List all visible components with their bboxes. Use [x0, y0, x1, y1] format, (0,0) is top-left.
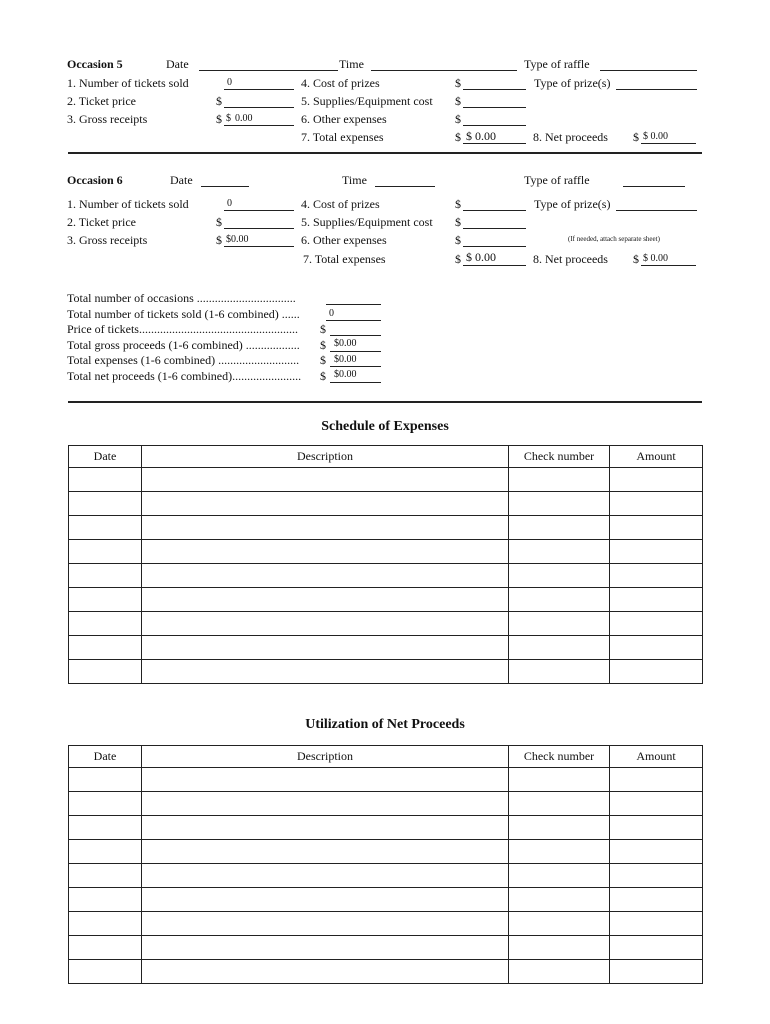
prize-type-field[interactable] [616, 210, 697, 211]
ticket-price-label: 2. Ticket price [67, 94, 136, 108]
currency-sign: $ [216, 215, 222, 229]
prize-type-label: Type of prize(s) [534, 76, 611, 90]
description-cell[interactable] [142, 492, 509, 516]
check-number-cell[interactable] [509, 468, 610, 492]
check-number-cell[interactable] [509, 960, 610, 984]
check-number-cell[interactable] [509, 816, 610, 840]
description-cell[interactable] [142, 540, 509, 564]
description-cell[interactable] [142, 468, 509, 492]
total-gross-field[interactable] [330, 351, 381, 352]
amount-cell[interactable] [610, 768, 703, 792]
raffle-type-label: Type of raffle [524, 173, 590, 187]
date-cell[interactable] [69, 612, 142, 636]
check-number-cell[interactable] [509, 912, 610, 936]
date-cell[interactable] [69, 840, 142, 864]
date-field[interactable] [199, 70, 338, 71]
currency-sign: $ [633, 130, 639, 144]
table-row [69, 912, 703, 936]
time-label: Time [342, 173, 367, 187]
description-cell[interactable] [142, 960, 509, 984]
amount-cell[interactable] [610, 792, 703, 816]
total-expenses-field[interactable] [330, 366, 381, 367]
description-cell[interactable] [142, 840, 509, 864]
date-cell[interactable] [69, 636, 142, 660]
amount-cell[interactable] [610, 588, 703, 612]
date-cell[interactable] [69, 936, 142, 960]
other-expenses-label: 6. Other expenses [301, 112, 387, 126]
gross-receipts-label: 3. Gross receipts [67, 112, 148, 126]
prizes-cost-field[interactable] [463, 89, 526, 90]
amount-cell[interactable] [610, 636, 703, 660]
occasion-5-heading: Occasion 5 [67, 57, 123, 71]
tickets-sold-value: 0 [227, 77, 232, 88]
currency-sign: $ [633, 252, 639, 266]
gross-receipts-field[interactable] [224, 246, 294, 247]
ticket-price-total-field[interactable] [330, 335, 381, 336]
date-cell[interactable] [69, 468, 142, 492]
tickets-sold-field[interactable] [224, 210, 294, 211]
check-number-cell[interactable] [509, 864, 610, 888]
currency-sign: $ [216, 94, 222, 108]
total-expenses-value: $ 0.00 [466, 250, 496, 264]
amount-cell[interactable] [610, 960, 703, 984]
total-net-label: Total net proceeds (1-6 combined)....................... [67, 369, 302, 383]
time-field[interactable] [375, 186, 435, 187]
total-expenses-label: Total expenses (1-6 combined) ........................... [67, 353, 300, 367]
total-tickets-sold-value: 0 [329, 308, 334, 319]
date-field[interactable] [201, 186, 249, 187]
ticket-price-field[interactable] [224, 228, 294, 229]
check-number-cell[interactable] [509, 792, 610, 816]
table-row [69, 564, 703, 588]
currency-sign: $ [216, 112, 222, 126]
table-header-row [69, 446, 703, 468]
currency-sign: $ [455, 76, 461, 90]
amount-cell[interactable] [610, 540, 703, 564]
currency-sign: $ [226, 113, 231, 124]
total-net-value: $0.00 [334, 369, 357, 380]
date-cell[interactable] [69, 960, 142, 984]
check-number-cell[interactable] [509, 888, 610, 912]
ticket-price-total-label: Price of tickets..................................................... [67, 322, 298, 336]
column-header-amount: Amount [610, 746, 703, 768]
date-cell[interactable] [69, 792, 142, 816]
description-cell[interactable] [142, 612, 509, 636]
supplies-field[interactable] [463, 228, 526, 229]
net-proceeds-field[interactable] [641, 265, 696, 266]
prizes-cost-label: 4. Cost of prizes [301, 197, 380, 211]
description-cell[interactable] [142, 816, 509, 840]
utilization-title: Utilization of Net Proceeds [305, 717, 465, 732]
total-gross-label: Total gross proceeds (1-6 combined) .................. [67, 338, 300, 352]
total-net-field[interactable] [330, 382, 381, 383]
gross-receipts-value: $0.00 [226, 234, 249, 245]
net-proceeds-value: $ 0.00 [643, 253, 668, 264]
table-row [69, 540, 703, 564]
total-expenses-label: 7. Total expenses [301, 130, 384, 144]
column-header-description: Description [142, 446, 509, 468]
description-cell[interactable] [142, 888, 509, 912]
prize-type-label: Type of prize(s) [534, 197, 611, 211]
table-row [69, 468, 703, 492]
net-proceeds-label: 8. Net proceeds [533, 130, 608, 144]
schedule-expenses-table [68, 445, 703, 684]
table-row [69, 792, 703, 816]
currency-sign: $ [455, 130, 461, 144]
raffle-type-field[interactable] [600, 70, 697, 71]
prizes-cost-label: 4. Cost of prizes [301, 76, 380, 90]
date-cell[interactable] [69, 768, 142, 792]
total-tickets-sold-label: Total number of tickets sold (1-6 combined) ...... [67, 307, 300, 321]
column-header-check-number: Check number [509, 446, 610, 468]
supplies-label: 5. Supplies/Equipment cost [301, 215, 433, 229]
currency-sign: $ [455, 233, 461, 247]
other-expenses-field[interactable] [463, 246, 526, 247]
total-occasions-field[interactable] [326, 304, 381, 305]
amount-cell[interactable] [610, 660, 703, 684]
check-number-cell[interactable] [509, 492, 610, 516]
schedule-expenses-title: Schedule of Expenses [321, 419, 449, 434]
amount-cell[interactable] [610, 888, 703, 912]
raffle-type-label: Type of raffle [524, 57, 590, 71]
date-cell[interactable] [69, 888, 142, 912]
table-row [69, 864, 703, 888]
amount-cell[interactable] [610, 816, 703, 840]
supplies-label: 5. Supplies/Equipment cost [301, 94, 433, 108]
date-cell[interactable] [69, 588, 142, 612]
total-expenses-value: $0.00 [334, 354, 357, 365]
description-cell[interactable] [142, 588, 509, 612]
prizes-cost-field[interactable] [463, 210, 526, 211]
currency-sign: $ [455, 94, 461, 108]
ticket-price-label: 2. Ticket price [67, 215, 136, 229]
check-number-cell[interactable] [509, 936, 610, 960]
total-occasions-label: Total number of occasions ................................. [67, 291, 296, 305]
check-number-cell[interactable] [509, 564, 610, 588]
time-field[interactable] [371, 70, 517, 71]
description-cell[interactable] [142, 636, 509, 660]
total-expenses-value: $ 0.00 [466, 129, 496, 143]
column-header-amount: Amount [610, 446, 703, 468]
description-cell[interactable] [142, 936, 509, 960]
time-label: Time [339, 57, 364, 71]
description-cell[interactable] [142, 864, 509, 888]
check-number-cell[interactable] [509, 588, 610, 612]
date-cell[interactable] [69, 492, 142, 516]
section-divider [68, 152, 702, 154]
total-gross-value: $0.00 [334, 338, 357, 349]
amount-cell[interactable] [610, 468, 703, 492]
total-expenses-label: 7. Total expenses [303, 252, 386, 266]
column-header-description: Description [142, 746, 509, 768]
ticket-price-field[interactable] [224, 107, 294, 108]
table-row [69, 888, 703, 912]
amount-cell[interactable] [610, 612, 703, 636]
description-cell[interactable] [142, 516, 509, 540]
currency-sign: $ [455, 215, 461, 229]
description-cell[interactable] [142, 564, 509, 588]
tickets-sold-field[interactable] [224, 89, 294, 90]
description-cell[interactable] [142, 660, 509, 684]
check-number-cell[interactable] [509, 516, 610, 540]
occasion-6-heading: Occasion 6 [67, 173, 123, 187]
section-divider [68, 401, 702, 403]
date-cell[interactable] [69, 540, 142, 564]
table-row [69, 636, 703, 660]
raffle-type-field[interactable] [623, 186, 685, 187]
date-label: Date [166, 57, 189, 71]
amount-cell[interactable] [610, 516, 703, 540]
table-header-row [69, 746, 703, 768]
gross-receipts-label: 3. Gross receipts [67, 233, 148, 247]
gross-receipts-field[interactable] [224, 125, 294, 126]
table-row [69, 840, 703, 864]
total-tickets-sold-field[interactable] [326, 320, 381, 321]
description-cell[interactable] [142, 912, 509, 936]
other-expenses-label: 6. Other expenses [301, 233, 387, 247]
date-cell[interactable] [69, 816, 142, 840]
check-number-cell[interactable] [509, 636, 610, 660]
utilization-table [68, 745, 703, 984]
amount-cell[interactable] [610, 936, 703, 960]
description-cell[interactable] [142, 768, 509, 792]
total-expenses-field[interactable] [463, 265, 526, 266]
check-number-cell[interactable] [509, 840, 610, 864]
currency-sign: $ [455, 112, 461, 126]
tickets-sold-label: 1. Number of tickets sold [67, 197, 189, 211]
check-number-cell[interactable] [509, 540, 610, 564]
currency-sign: $ [455, 197, 461, 211]
amount-cell[interactable] [610, 912, 703, 936]
table-row [69, 516, 703, 540]
supplies-field[interactable] [463, 107, 526, 108]
prize-type-field[interactable] [616, 89, 697, 90]
other-expenses-field[interactable] [463, 125, 526, 126]
table-row [69, 660, 703, 684]
table-row [69, 936, 703, 960]
date-cell[interactable] [69, 912, 142, 936]
table-row [69, 588, 703, 612]
table-row [69, 612, 703, 636]
column-header-date: Date [69, 446, 142, 468]
date-label: Date [170, 173, 193, 187]
date-cell[interactable] [69, 564, 142, 588]
table-row [69, 768, 703, 792]
currency-sign: $ [216, 233, 222, 247]
description-cell[interactable] [142, 792, 509, 816]
column-header-check-number: Check number [509, 746, 610, 768]
date-cell[interactable] [69, 516, 142, 540]
amount-cell[interactable] [610, 492, 703, 516]
currency-sign: $ [320, 338, 326, 352]
date-cell[interactable] [69, 864, 142, 888]
net-proceeds-value: $ 0.00 [643, 131, 668, 142]
tickets-sold-value: 0 [227, 198, 232, 209]
attach-note: (If needed, attach separate sheet) [568, 235, 660, 243]
amount-cell[interactable] [610, 564, 703, 588]
column-header-date: Date [69, 746, 142, 768]
date-cell[interactable] [69, 660, 142, 684]
amount-cell[interactable] [610, 864, 703, 888]
tickets-sold-label: 1. Number of tickets sold [67, 76, 189, 90]
currency-sign: $ [320, 369, 326, 383]
table-row [69, 960, 703, 984]
check-number-cell[interactable] [509, 768, 610, 792]
check-number-cell[interactable] [509, 660, 610, 684]
currency-sign: $ [455, 252, 461, 266]
net-proceeds-field[interactable] [641, 143, 696, 144]
currency-sign: $ [320, 353, 326, 367]
table-row [69, 816, 703, 840]
currency-sign: $ [320, 322, 326, 336]
net-proceeds-label: 8. Net proceeds [533, 252, 608, 266]
table-row [69, 492, 703, 516]
check-number-cell[interactable] [509, 612, 610, 636]
gross-receipts-value: 0.00 [235, 113, 253, 124]
amount-cell[interactable] [610, 840, 703, 864]
